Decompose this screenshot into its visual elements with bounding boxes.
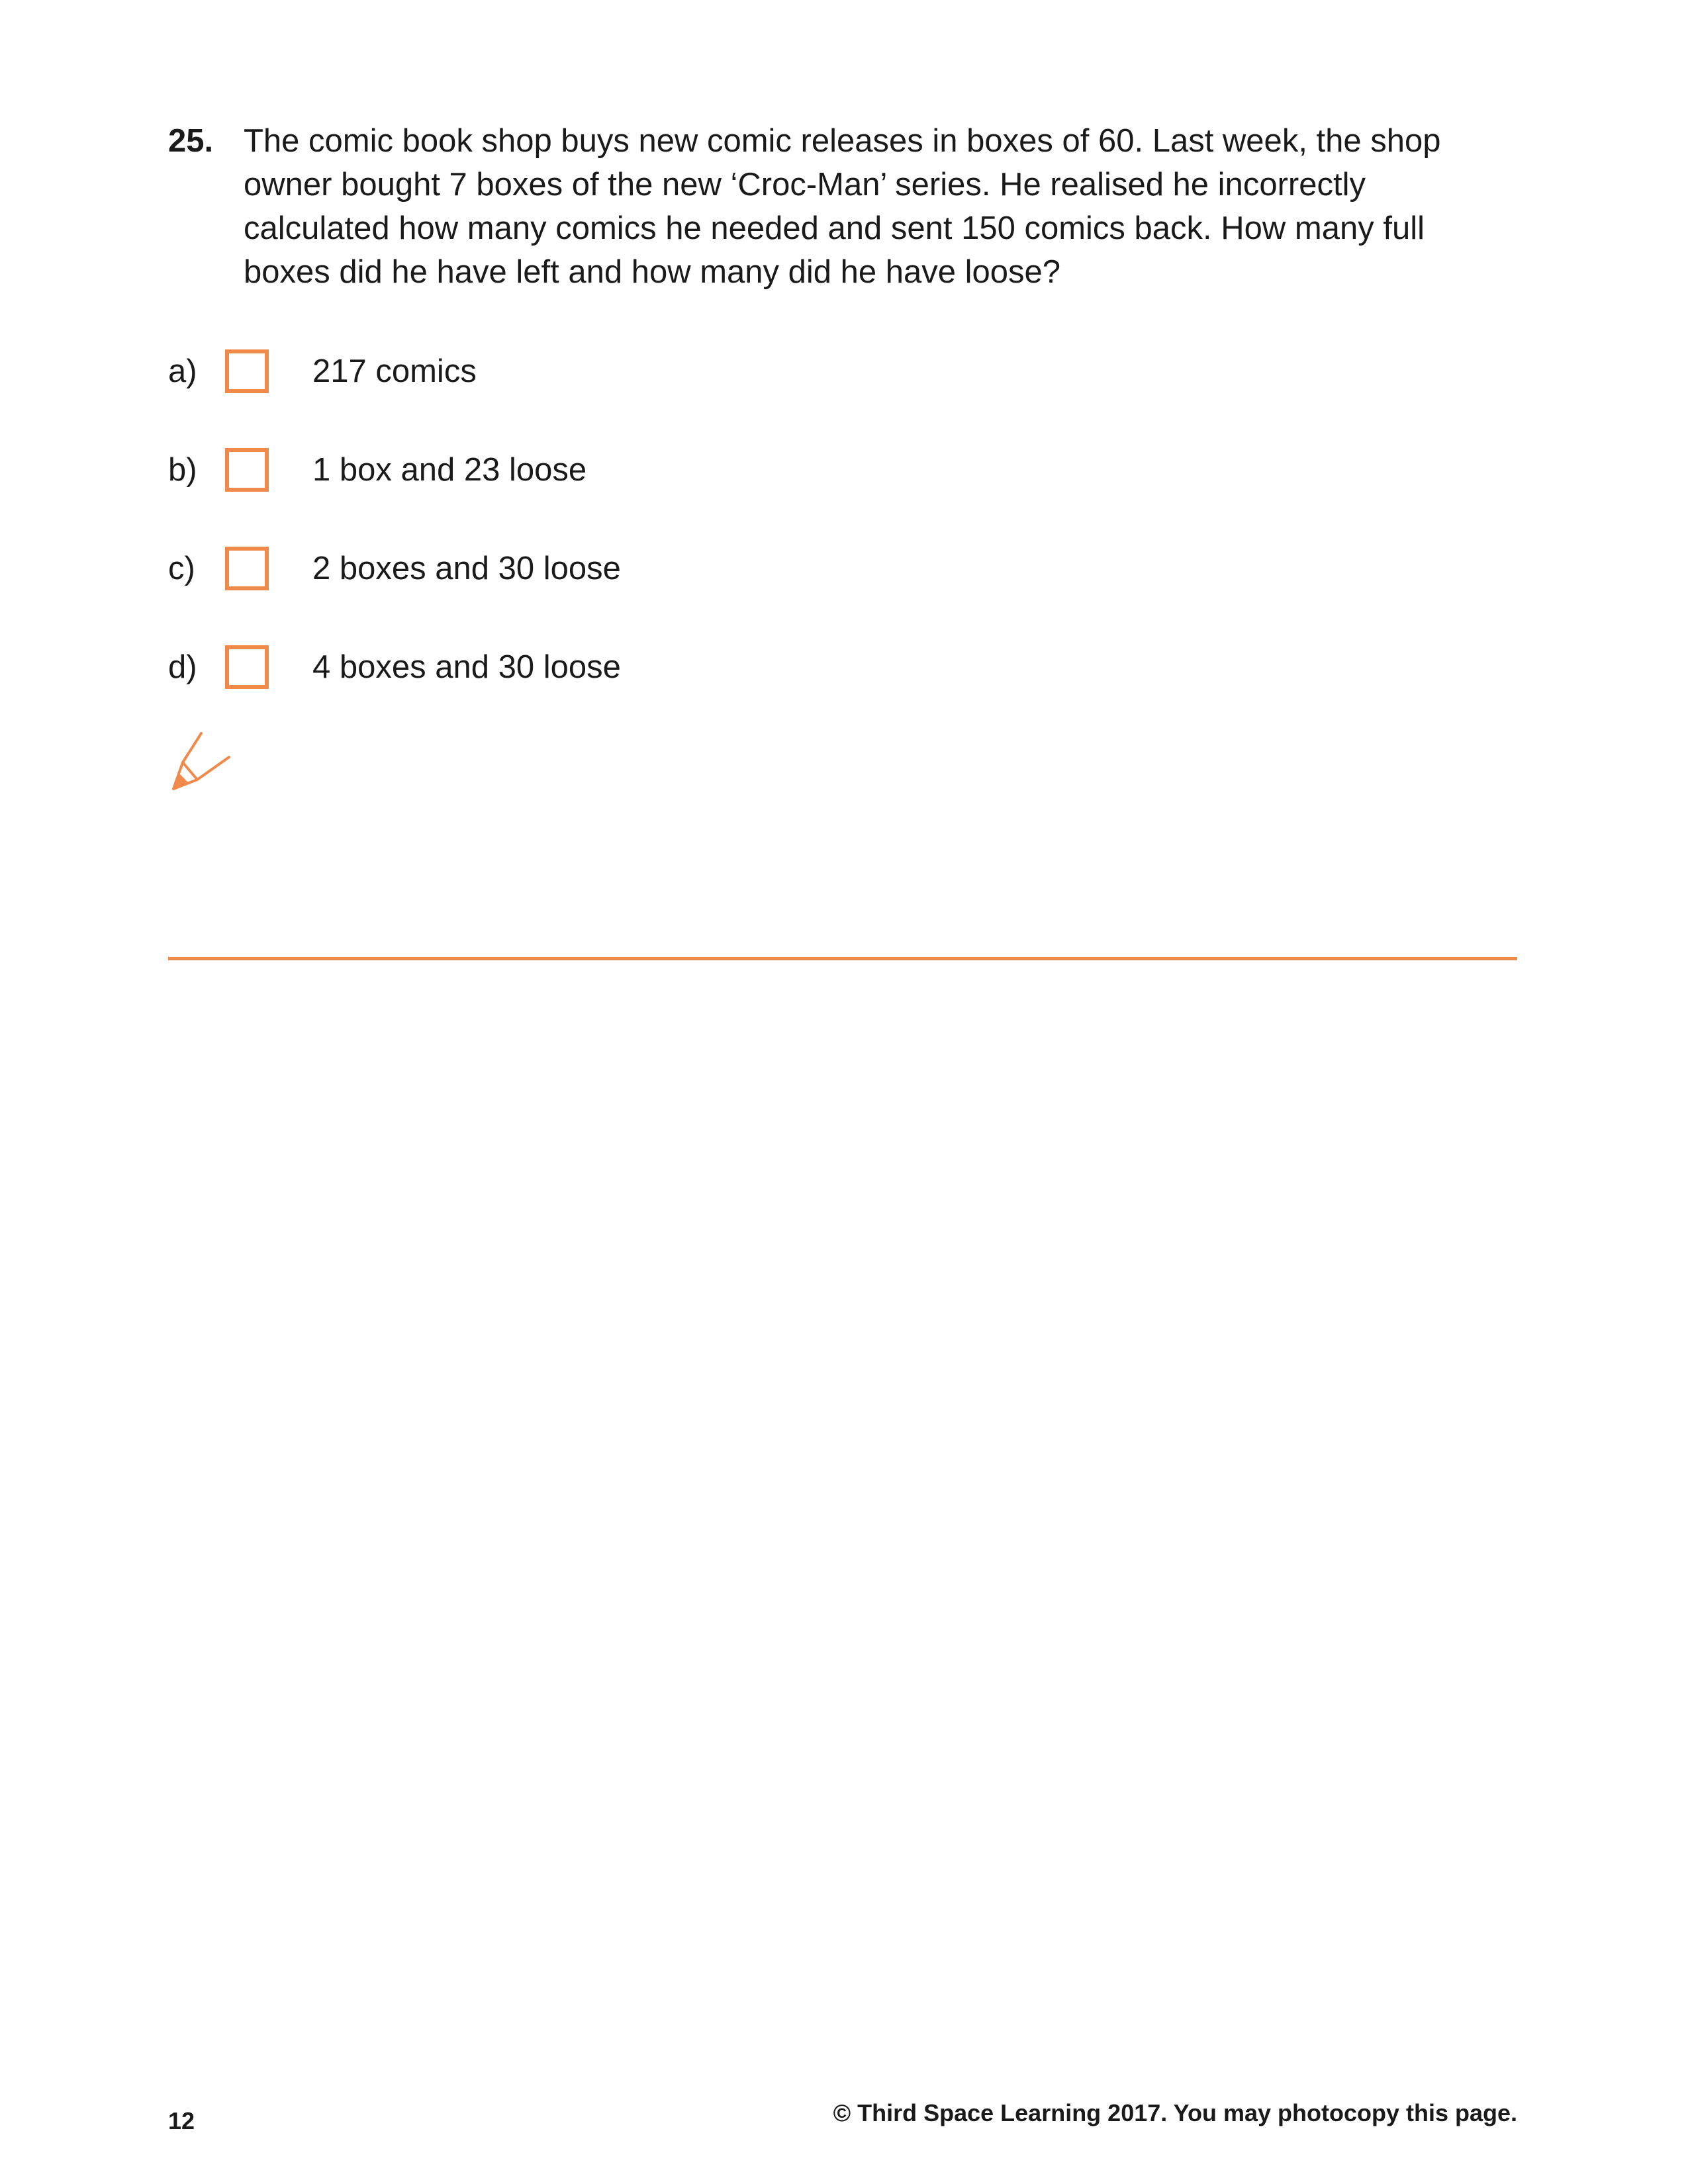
option-d-checkbox[interactable] bbox=[225, 645, 269, 689]
option-a bbox=[168, 346, 962, 396]
option-letter: c) bbox=[168, 551, 195, 586]
working-area-divider bbox=[168, 957, 1517, 960]
question bbox=[168, 119, 1459, 294]
option-text: 1 box and 23 loose bbox=[312, 452, 587, 488]
option-a-checkbox[interactable] bbox=[225, 349, 269, 393]
option-text: 4 boxes and 30 loose bbox=[312, 649, 621, 685]
option-d bbox=[168, 642, 962, 692]
answer-options bbox=[168, 346, 962, 741]
option-text: 2 boxes and 30 loose bbox=[312, 551, 621, 586]
option-letter: d) bbox=[168, 649, 197, 685]
question-text: The comic book shop buys new comic releases in boxes of 60. Last week, the shop owner bought 7 boxes of the new ‘Croc-Man’ series. He realised he incorrectly calculated how many comics he needed and sent 150 comics back. How many full boxes did he have left and how many did he have loose? bbox=[244, 123, 1441, 290]
page-number: 12 bbox=[168, 2107, 195, 2134]
option-c bbox=[168, 543, 962, 594]
option-letter: b) bbox=[168, 452, 197, 488]
pencil-icon bbox=[168, 728, 232, 792]
option-text: 217 comics bbox=[312, 353, 477, 389]
question-number: 25. bbox=[168, 123, 214, 159]
option-letter: a) bbox=[168, 353, 197, 389]
option-b bbox=[168, 445, 962, 495]
option-b-checkbox[interactable] bbox=[225, 448, 269, 492]
option-c-checkbox[interactable] bbox=[225, 547, 269, 590]
copyright-notice: © Third Space Learning 2017. You may photocopy this page. bbox=[833, 2099, 1517, 2126]
